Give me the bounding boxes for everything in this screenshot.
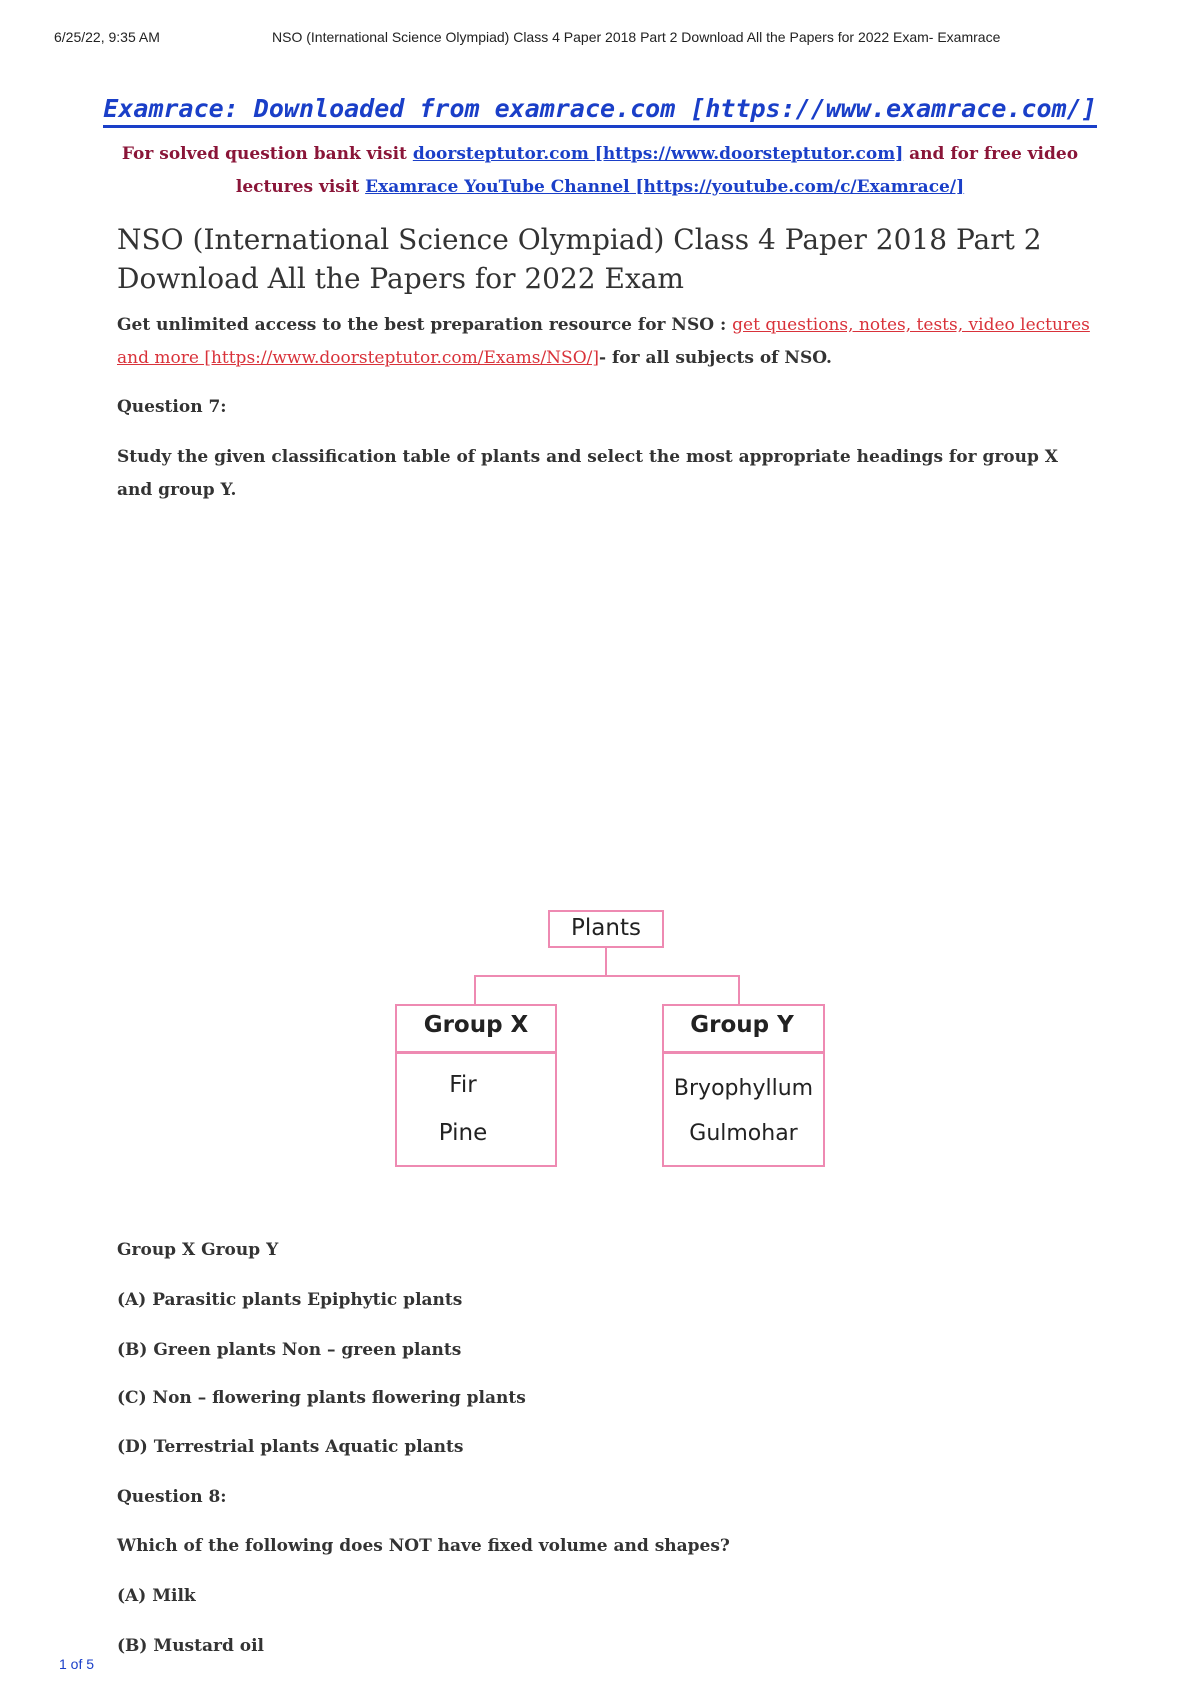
group-y-item: Gulmohar (689, 1121, 798, 1146)
question-8-text: Which of the following does NOT have fixed volume and shapes? (117, 1536, 730, 1556)
print-page-title: NSO (International Science Olympiad) Class 4 Paper 2018 Part 2 Download All the Papers for 2022 Exam- Examrace (272, 29, 1001, 45)
page-counter: 1 of 5 (59, 1656, 95, 1672)
promo-prefix: For solved question bank visit (121, 144, 413, 164)
group-y-divider (662, 1051, 825, 1054)
option-d: (D) Terrestrial plants Aquatic plants (117, 1437, 464, 1457)
connector-stem (605, 948, 607, 976)
youtube-channel-link[interactable]: Examrace YouTube Channel [https://youtube.com/c/Examrace/] (365, 177, 965, 197)
question-7-label: Question 7: (117, 397, 227, 417)
connector-right (738, 975, 740, 1005)
page-title: NSO (International Science Olympiad) Class 4 Paper 2018 Part 2 Download All the Papers for 2022 Exam (117, 223, 1042, 295)
option-a: (A) Parasitic plants Epiphytic plants (117, 1290, 463, 1310)
group-x-item: Fir (449, 1072, 477, 1098)
group-x-divider (395, 1051, 557, 1054)
access-paragraph (117, 309, 1097, 375)
question-8-label: Question 8: (117, 1487, 227, 1507)
group-y-heading: Group Y (690, 1012, 794, 1038)
doorsteptutor-link[interactable]: doorsteptutor.com [https://www.doorsteptutor.com] (412, 144, 904, 164)
q8-option-a: (A) Milk (117, 1586, 196, 1606)
question-7-text: Study the given classification table of plants and select the most appropriate headings for group X and group Y. (117, 447, 1058, 500)
promo-middle: and for free video lectures visit (235, 144, 1079, 197)
banner-link[interactable]: Examrace: Downloaded from examrace.com [https://www.examrace.com/] (103, 94, 1096, 128)
connector-left (474, 975, 476, 1005)
group-y-item: Bryophyllum (673, 1076, 814, 1101)
option-c: (C) Non – flowering plants flowering plants (117, 1388, 526, 1408)
connector-bar (474, 975, 740, 977)
root-label: Plants (571, 915, 641, 941)
examrace-banner[interactable] (0, 94, 1200, 123)
group-x-item: Pine (438, 1120, 488, 1146)
group-x-heading: Group X (423, 1012, 529, 1038)
option-b: (B) Green plants Non – green plants (117, 1340, 462, 1360)
promo-text (90, 138, 1110, 204)
print-date: 6/25/22, 9:35 AM (54, 29, 160, 45)
options-header: Group X Group Y (117, 1240, 279, 1260)
access-suffix: - for all subjects of NSO. (599, 348, 832, 368)
access-prefix: Get unlimited access to the best preparation resource for NSO : (117, 315, 733, 335)
q8-option-b: (B) Mustard oil (117, 1636, 265, 1656)
nso-resources-link[interactable]: get questions, notes, tests, video lectures and more [https://www.doorsteptutor.com/Exams/NSO/] (117, 315, 1090, 368)
